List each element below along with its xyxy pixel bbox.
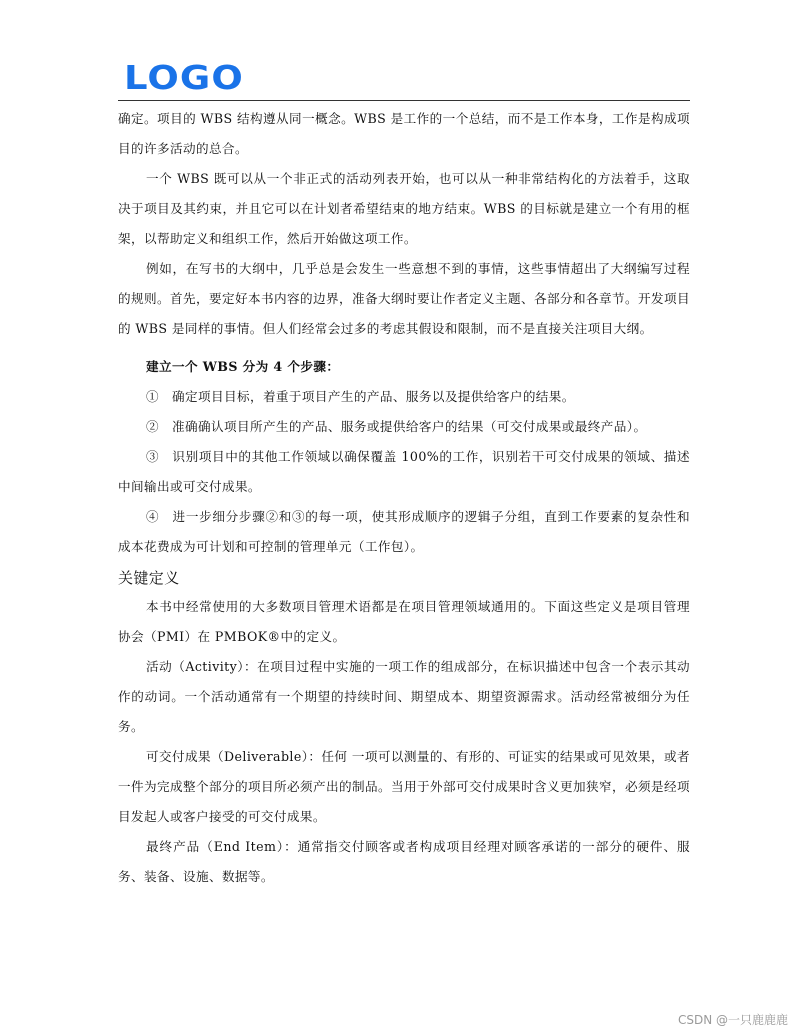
step-item: ② 准确确认项目所产生的产品、服务或提供给客户的结果（可交付成果或最终产品）。 (146, 419, 647, 434)
definition-paragraph: 活动（Activity）：在项目过程中实施的一项工作的组成部分，在标识描述中包含一个表示其动作的动词。一个活动通常有一个期望的持续时间、期望成本、期望资源需求。活动经常被细分为任务。 (118, 659, 690, 734)
definition-paragraph: 最终产品（End Item）：通常指交付顾客或者构成项目经理对顾客承诺的一部分的硬件、服务、装备、设施、数据等。 (118, 839, 690, 884)
steps-title: 建立一个 WBS 分为 4 个步骤： (146, 359, 340, 374)
header-divider (118, 100, 690, 101)
step-item: ④ 进一步细分步骤②和③的每一项，使其形成顺序的逻辑子分组，直到工作要素的复杂性和成本花费成为可计划和可控制的管理单元（工作包）。 (118, 509, 690, 554)
step-item: ① 确定项目目标，着重于项目产生的产品、服务以及提供给客户的结果。 (146, 389, 575, 404)
document-body (118, 104, 690, 892)
logo: LOGO (124, 58, 244, 97)
section-heading: 关键定义 (118, 569, 180, 587)
definition-paragraph: 可交付成果（Deliverable）：任何 一项可以测量的、有形的、可证实的结果或可见效果，或者一件为完成整个部分的项目所必须产出的制品。当用于外部可交付成果时含义更加狭窄，必须是经项目发起人或客户接受的可交付成果。 (118, 749, 690, 824)
paragraph-1: 确定。项目的 WBS 结构遵从同一概念。WBS 是工作的一个总结，而不是工作本身，工作是构成项目的许多活动的总合。 (118, 111, 690, 156)
definition-paragraph: 本书中经常使用的大多数项目管理术语都是在项目管理领域通用的。下面这些定义是项目管理协会（PMI）在 PMBOK®中的定义。 (118, 599, 690, 644)
paragraph-3: 例如，在写书的大纲中，几乎总是会发生一些意想不到的事情，这些事情超出了大纲编写过程的规则。首先，要定好本书内容的边界，准备大纲时要让作者定义主题、各部分和各章节。开发项目的 WBS 是同样的事情。但人们经常会过多的考虑其假设和限制，而不是直接关注项目大纲。 (118, 261, 690, 336)
step-item: ③ 识别项目中的其他工作领域以确保覆盖 100%的工作，识别若干可交付成果的领域、描述中间输出或可交付成果。 (118, 449, 690, 494)
paragraph-2: 一个 WBS 既可以从一个非正式的活动列表开始，也可以从一种非常结构化的方法着手，这取决于项目及其约束，并且它可以在计划者希望结束的地方结束。WBS 的目标就是建立一个有用的框架，以帮助定义和组织工作，然后开始做这项工作。 (118, 171, 690, 246)
watermark: CSDN @一只鹿鹿鹿 (677, 1013, 788, 1027)
